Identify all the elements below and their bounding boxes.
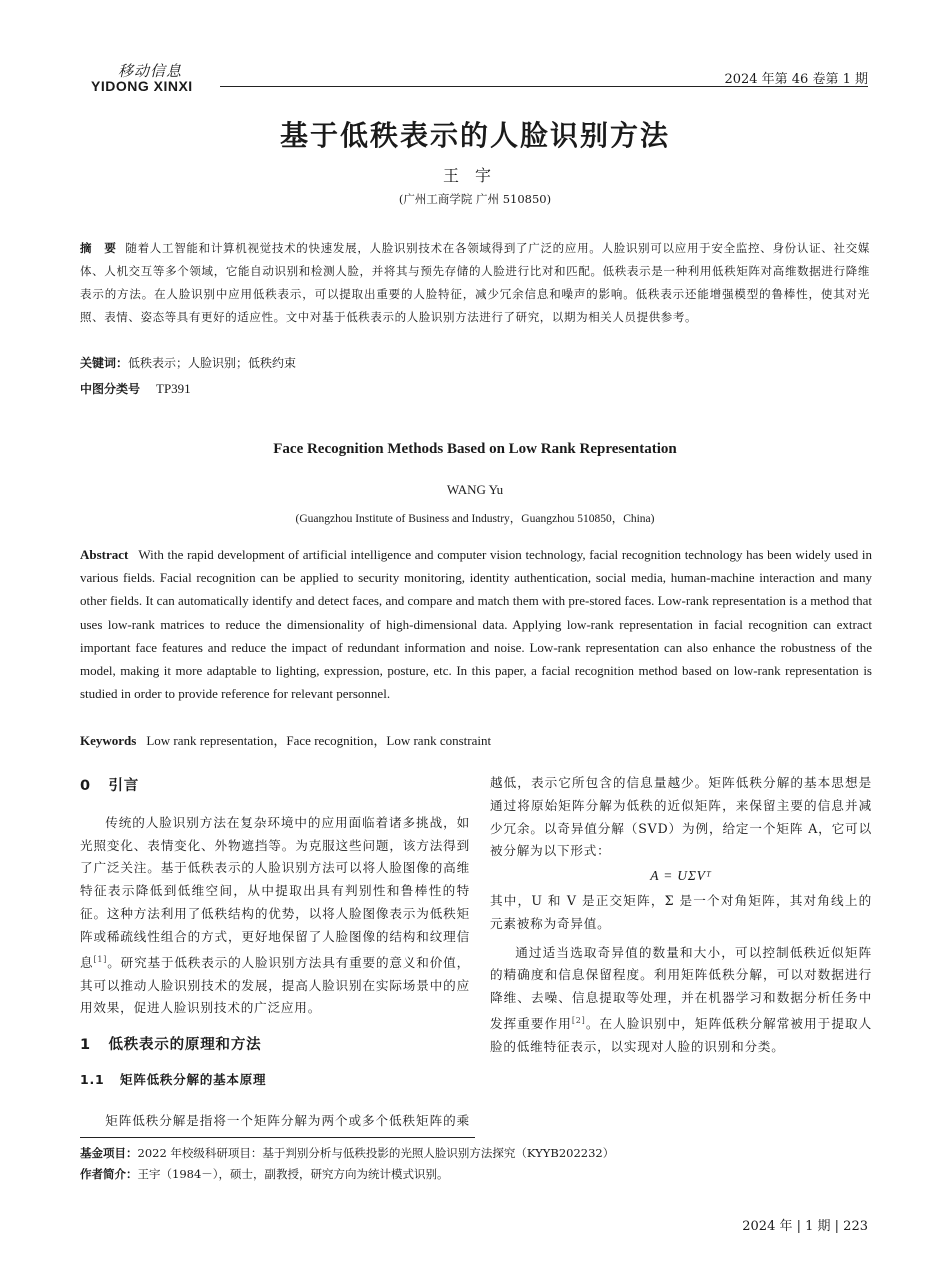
affiliation-cn: (广州工商学院 广州 510850) bbox=[398, 192, 552, 206]
funding-label: 基金项目： bbox=[80, 1146, 138, 1160]
section-1-number: 1 bbox=[80, 1037, 91, 1054]
journal-name-cn: 移动信息 bbox=[118, 62, 183, 80]
citation-2: [2] bbox=[571, 1016, 586, 1026]
author-bio bbox=[80, 1166, 449, 1182]
section-1-1-para3 bbox=[490, 942, 872, 1059]
funding-text: 2022 年校级科研项目：基于判别分析与低秩投影的光照人脸识别方法探究（KYYB202232） bbox=[137, 1146, 615, 1160]
section-0-title: 引言 bbox=[108, 778, 140, 794]
clc-label: 中图分类号 bbox=[80, 382, 141, 396]
section-1-1-para2: 其中，U 和 V 是正交矩阵，Σ 是一个对角矩阵，其对角线上的元素被称为奇异值。 bbox=[490, 893, 872, 931]
header-rule bbox=[220, 86, 868, 87]
keywords-cn-label: 关键词： bbox=[80, 356, 129, 370]
keywords-en-text: Low rank representation，Face recognition，Low rank constraint bbox=[146, 733, 492, 748]
section-1-1-number: 1.1 bbox=[80, 1071, 105, 1087]
section-0-paragraph bbox=[80, 812, 470, 1020]
left-column bbox=[80, 775, 470, 1092]
clc-value: TP391 bbox=[156, 381, 191, 396]
abstract-cn bbox=[80, 237, 870, 329]
author-cn: 王宇 bbox=[442, 166, 507, 185]
clc-number bbox=[80, 380, 191, 397]
issue-info: 2024 年第 46 卷第 1 期 bbox=[724, 72, 868, 87]
affiliation-en: (Guangzhou Institute of Business and Industry，Guangzhou 510850，China) bbox=[295, 513, 655, 525]
abstract-en-text: With the rapid development of artificial intelligence and computer vision technology, facial recognition technology has been widely used in various fields. Facial recognition can be applied to security monitoring, identity authentication, social media, human-machine interaction and many other fields. It can automatically identify and detect faces, and compare and match them with pre-stored faces. Low-rank representation is a method that uses low-rank matrices to reduce the dimensionality of high-dimensional data. Applying low-rank representation in facial recognition can extract important face features and reduce the impact of redundant information and noise. Low-rank representation can also enhance the robustness of the model, making it more adaptable to lighting, expression, posture, etc. In this paper, a facial recognition method based on low-rank representation is studied in order to provide reference for relevant personnel. bbox=[80, 547, 872, 702]
abstract-cn-label: 摘 要 bbox=[80, 241, 117, 255]
section-1-1-paragraph-continued bbox=[490, 773, 872, 863]
author-en: WANG Yu bbox=[446, 482, 504, 497]
author-bio-text: 王宇（1984－），硕士，副教授，研究方向为统计模式识别。 bbox=[137, 1167, 449, 1181]
section-0-text-end: 。研究基于低秩表示的人脸识别方法具有重要的意义和价值，其可以推动人脸识别技术的发展，提高人脸识别在实际场景中的应用效果，促进人脸识别技术的广泛应用。 bbox=[80, 954, 470, 1016]
section-1-1-para3-end: 。在人脸识别中，矩阵低秩分解常被用于提取人脸的低维特征表示，以实现对人脸的识别和分类。 bbox=[490, 1016, 872, 1055]
funding-note bbox=[80, 1145, 614, 1161]
keywords-en bbox=[80, 730, 491, 749]
right-column bbox=[490, 773, 872, 1133]
page-footer: 2024 年 | 1 期 | 223 bbox=[742, 1219, 868, 1234]
section-1-1-text-part2: 越低，表示它所包含的信息量越少。矩阵低秩分解的基本思想是通过将原始矩阵分解为低秩的近似矩阵，来保留主要的信息并减少冗余。以奇异值分解（SVD）为例，给定一个矩阵 A，它可以被分解为以下形式： bbox=[490, 775, 872, 859]
keywords-en-label: Keywords bbox=[80, 733, 137, 748]
page-title: 基于低秩表示的人脸识别方法 bbox=[279, 119, 670, 152]
section-0-number: 0 bbox=[80, 778, 91, 794]
abstract-en-label: Abstract bbox=[80, 547, 129, 562]
section-1-1-heading bbox=[80, 1069, 470, 1092]
section-1-1-paragraph-start bbox=[80, 1110, 470, 1133]
abstract-cn-text: 随着人工智能和计算机视觉技术的快速发展，人脸识别技术在各领域得到了广泛的应用。人脸识别可以应用于安全监控、身份认证、社交媒体、人机交互等多个领域，它能自动识别和检测人脸，并将其与预先存储的人脸进行比对和匹配。低秩表示是一种利用低秩矩阵对高维数据进行降维表示的方法。在人脸识别中应用低秩表示，可以提取出重要的人脸特征，减少冗余信息和噪声的影响。低秩表示还能增强模型的鲁棒性，使其对光照、表情、姿态等具有更好的适应性。文中对基于低秩表示的人脸识别方法进行了研究，以期为相关人员提供参考。 bbox=[80, 241, 871, 324]
section-1-title: 低秩表示的原理和方法 bbox=[108, 1037, 262, 1054]
section-1-1-text-part1: 矩阵低秩分解是指将一个矩阵分解为两个或多个低秩矩阵的乘 bbox=[105, 1113, 470, 1128]
author-bio-label: 作者简介： bbox=[80, 1167, 138, 1181]
section-1-1-para3-text: 通过适当选取奇异值的数量和大小，可以控制低秩近似矩阵的精确度和信息保留程度。利用矩阵低秩分解，可以对数据进行降维、去噪、信息提取等处理，并在机器学习和数据分析任务中发挥重要作用 bbox=[490, 944, 872, 1032]
citation-1: [1] bbox=[93, 954, 108, 964]
footnote-rule bbox=[80, 1137, 475, 1138]
keywords-cn-text: 低秩表示；人脸识别；低秩约束 bbox=[128, 356, 297, 370]
keywords-cn bbox=[80, 354, 296, 371]
section-1-heading bbox=[80, 1034, 470, 1057]
journal-name-en: YIDONG XINXI bbox=[91, 78, 193, 94]
title-en: Face Recognition Methods Based on Low Rank Representation bbox=[273, 441, 677, 457]
section-0-heading bbox=[80, 775, 470, 798]
abstract-en bbox=[80, 543, 872, 705]
svd-equation: A = UΣVᵀ bbox=[650, 868, 712, 884]
section-1-1-title: 矩阵低秩分解的基本原理 bbox=[120, 1071, 267, 1087]
section-0-text: 传统的人脸识别方法在复杂环境中的应用面临着诸多挑战，如光照变化、表情变化、外物遮挡等。为克服这些问题，该方法得到了广泛关注。基于低秩表示的人脸识别方法可以将人脸图像的高维特征表示降低到低维空间，从中提取出具有判别性和鲁棒性的特征。这种方法利用了低秩结构的优势，以将人脸图像表示为低秩矩阵或稀疏线性组合的方式，更好地保留了人脸图像的结构和纹理信息 bbox=[80, 814, 470, 970]
